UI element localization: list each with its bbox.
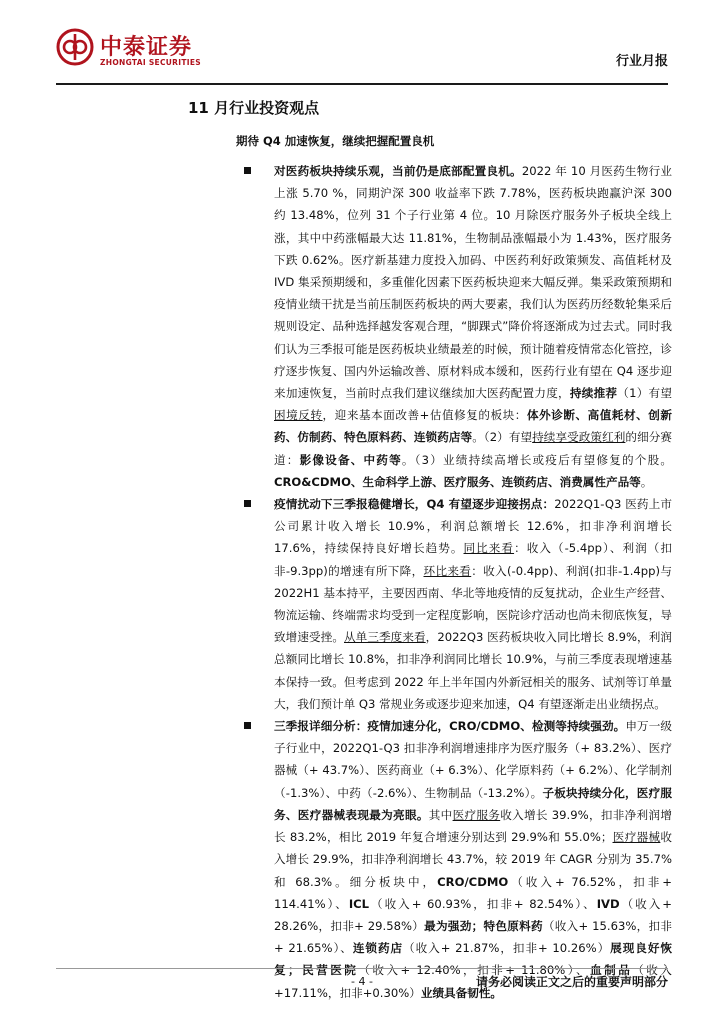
logo-mark-icon xyxy=(56,28,94,66)
zhongtai-logo xyxy=(56,28,236,74)
bullet-text-segment: IVD xyxy=(596,896,620,911)
bullet-text-segment: 其中 xyxy=(428,807,453,822)
bullet-text-segment: 持续推荐 xyxy=(569,386,618,401)
bullet-text-segment: 申万一级子行业中，2022Q1-Q3 扣非净利润增速排序为医疗服务（+ 83.2%）、医疗器械（+ 43.7%）、医药商业（+ 6.3%）、化学原料药（+ 6.2%）、化学制剂（-1.3%）、中药（-2.6%）、生物制品（-13.2%）。 xyxy=(274,719,672,800)
bullet-text-segment: 医疗服务 xyxy=(452,807,501,822)
bullet-text-segment: （1）有望 xyxy=(617,386,672,401)
bullet-text-segment: （收入+17.11%，扣非+0.30%） xyxy=(274,963,672,1000)
brand-name-cn: 中泰证券 xyxy=(100,35,193,60)
bullet-text-segment: 疫情扰动下三季报稳健增长，Q4 有望逐步迎接拐点： xyxy=(274,497,555,512)
bullet-text-segment: CRO/CDMO xyxy=(437,874,509,889)
bullet-text-segment: 2022 年 10 月医药生物行业上涨 5.70 %，同期沪深 300 收益率下跌 7.78%，医药板块跑赢沪深 300 约 13.48%，位列 31 个子行业第 4 位。10 月除医疗服务外子板块全线上涨，其中中药涨幅最大达 11.81%，生物制品涨幅最小为 1.43%，医疗服务下跌 0.62%。医疗新基建力度投入加码、中医药利好政策频发、高值耗材及 IVD 集采预期缓和，多重催化因素下医药板块迎来大幅反弹。集采政策预期和疫情业绩干扰是当前压制医药板块的两大要素，我们认为医药历经数轮集采后规则设定、品种选择越发客观合理，“脚踝式”降价将逐渐成为过去式。同时我们认为三季报可能是医药板块业绩最差的时候，预计随着疫情常态化管控，诊疗逐步恢复、国内外运输改善、原材料成本缓和，医药行业有望在 Q4 逐步迎来加速恢复，当前时点我们建议继续加大医药配置力度， xyxy=(274,164,672,401)
brand-name-en: ZHONGTAI SECURITIES xyxy=(100,58,201,67)
bullet-text-segment: 2022Q1-Q3 医药上市公司累计收入增长 10.9%，利润总额增长 12.6%，扣非净利润增长 17.6%，持续保持良好增长趋势。 xyxy=(274,497,672,556)
bullet-text-segment: ICL xyxy=(348,896,370,911)
bullet-text-segment: 收入增长 29.9%，扣非净利润增长 43.7%，较 2019 年 CAGR 分别为 35.7%和 68.3%。细分板块中， xyxy=(274,830,672,889)
footer-divider xyxy=(56,968,668,969)
bullet-square-icon xyxy=(244,500,251,507)
bullet-list xyxy=(240,160,672,1004)
bullet-paragraph xyxy=(240,160,672,493)
bullet-text-segment: 医疗器械 xyxy=(612,830,661,845)
bullet-text-segment: 从单三季度来看 xyxy=(344,630,426,645)
bullet-text-segment: （收入+ 60.93%，扣非+ 82.54%）、 xyxy=(369,896,597,911)
footer-disclaimer: 请务必阅读正文之后的重要声明部分 xyxy=(475,975,668,989)
bullet-text-segment: 同比来看 xyxy=(463,541,515,556)
bullet-text-segment: ：收入(-0.4pp)、利润(扣非-1.4pp)与2022H1 基本持平，主要因西南、华北等地疫情的反复扰动，企业生产经营、物流运输、终端需求均受到一定程度影响，医院诊疗活动也尚未彻底恢复，导致增速受挫。 xyxy=(274,563,672,645)
bullet-paragraph xyxy=(240,493,672,715)
bullet-text-segment: ，迎来基本面改善+估值修复的板块： xyxy=(322,408,527,423)
bullet-paragraph xyxy=(240,715,672,1004)
bullet-text-segment: 持续享受政策红利 xyxy=(532,430,626,445)
section-subtitle: 期待 Q4 加速恢复，继续把握配置良机 xyxy=(236,134,435,148)
bullet-text-segment: 体外诊断、高值耗材、创新药、仿制药、特色原料药、连锁药店等 xyxy=(274,408,672,445)
bullet-square-icon xyxy=(244,167,251,174)
bullet-text-segment: （收入+ 15.63%，扣非+ 21.65%）、 xyxy=(274,918,672,956)
bullet-text-segment: CRO&CDMO、生命科学上游、医疗服务、连锁药店、消费属性产品等 xyxy=(274,474,641,489)
bullet-text-segment: （收入+ 28.26%，扣非+ 29.58%） xyxy=(274,896,672,933)
bullet-text-segment: 连锁药店 xyxy=(352,941,404,956)
bullet-text-segment: （收入+ 21.87%，扣非+ 10.26%） xyxy=(403,941,611,956)
bullet-text-segment: 。（2）有望 xyxy=(472,430,533,445)
bullet-text-segment: 子板块持续分化，医疗服务、医疗器械表现最为亮眼。 xyxy=(274,785,672,822)
page-header xyxy=(0,0,724,90)
bullet-text-segment: 三季报详细分析：疫情加速分化，CRO/CDMO、检测等持续强劲。 xyxy=(274,719,626,734)
bullet-text-segment: 。（3）业绩持续高增长或疫后有望修复的个股。 xyxy=(401,452,672,467)
bullet-text-segment: 展现良好恢复；民营医院 xyxy=(274,941,672,978)
bullet-text-segment: 困境反转 xyxy=(274,408,323,423)
bullet-text-segment: 的细分赛道： xyxy=(274,430,672,467)
bullet-text-segment: 环比来看 xyxy=(423,563,472,578)
bullet-text-segment: （收入+ 12.40%，扣非+ 11.80%）、 xyxy=(358,963,591,978)
bullet-text-segment: 业绩具备韧性。 xyxy=(420,985,503,1000)
bullet-text-segment: （收入+ 76.52%，扣非+ 114.41%）、 xyxy=(274,874,672,911)
bullet-text-segment: 血制品 xyxy=(590,963,633,978)
bullet-text-segment: ：收入（-5.4pp）、利润（扣非-9.3pp)的增速有所下降， xyxy=(274,541,672,578)
bullet-text-segment: 。 xyxy=(640,474,653,489)
bullet-square-icon xyxy=(244,722,251,729)
report-type-label: 行业月报 xyxy=(615,54,668,69)
bullet-text-segment: 最为强劲；特色原料药 xyxy=(424,918,543,933)
section-title: 11 月行业投资观点 xyxy=(188,99,320,117)
bullet-text-segment: 对医药板块持续乐观，当前仍是底部配置良机。 xyxy=(274,164,522,178)
bullet-text-segment: 收入增长 39.9%，扣非净利润增长 83.2%，相比 2019 年复合增速分别达到 29.9%和 55.0%； xyxy=(274,807,672,845)
bullet-text-segment: ，2022Q3 医药板块收入同比增长 8.9%，利润总额同比增长 10.8%，扣非净利润同比增长 10.9%，与前三季度表现增速基本保持一致。但考虑到 2022 年上半年国内外新冠相关的服务、试剂等订单量大，我们预计单 Q3 常规业务或逐步迎来加速，Q4 有望逐渐走出业绩拐点。 xyxy=(274,630,672,711)
header-divider xyxy=(56,83,668,85)
page-number: - 4 - xyxy=(351,975,373,988)
bullet-text-segment: 影像设备、中药等 xyxy=(299,452,402,467)
